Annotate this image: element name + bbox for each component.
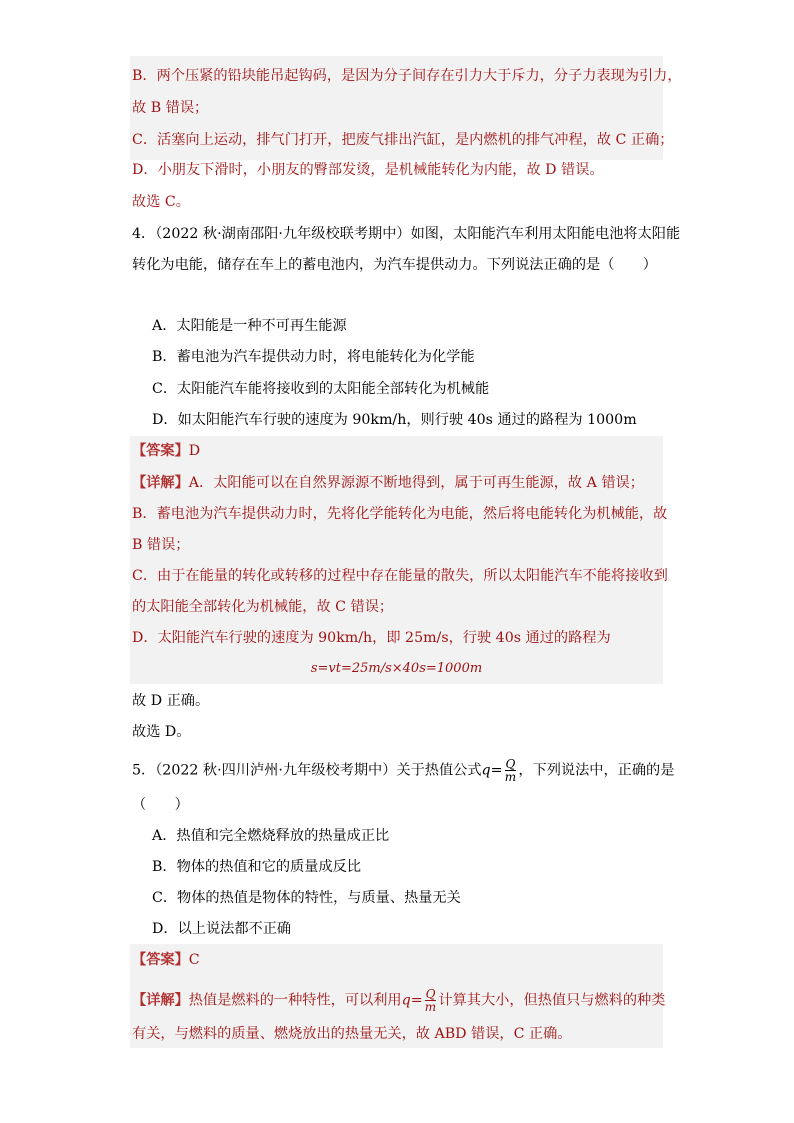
- q4-conclusion: 故选 D。: [132, 724, 191, 740]
- q4-answer-value: D: [188, 443, 201, 459]
- q4-detail-tag: 【详解】: [132, 475, 189, 491]
- q4-stem-line1: 4．（2022 秋·湖南邵阳·九年级校联考期中）如图，太阳能汽车利用太阳能电池将太阳能: [132, 226, 681, 242]
- q5-option-b: B．物体的热值和它的质量成反比: [152, 859, 362, 875]
- q5-answer-tag: 【答案】: [132, 952, 189, 968]
- q5-formula-eq: =: [490, 762, 503, 779]
- q4-detail-c-line1: C．由于在能量的转化或转移的过程中存在能量的散失，所以太阳能汽车不能将接收到: [132, 568, 668, 584]
- q3-explanation-b-line2: 故 B 错误；: [132, 100, 209, 116]
- q4-option-d: D．如太阳能汽车行驶的速度为 90km/h，则行驶 40s 通过的路程为 1000m: [152, 412, 637, 428]
- q5-stem-line1: [132, 758, 674, 783]
- q5-formula-fraction: [505, 758, 517, 783]
- q5-option-c: C．物体的热值是物体的特性，与质量、热量无关: [152, 890, 461, 906]
- q5-fraction-denominator: m: [504, 770, 517, 784]
- q5-detail-formula-q: q: [401, 992, 411, 1009]
- q3-explanation-c: C．活塞向上运动，排气门打开，把废气排出汽缸，是内燃机的排气冲程，故 C 正确；: [132, 132, 674, 148]
- q5-detail-pre: 热值是燃料的一种特性，可以利用: [188, 992, 402, 1009]
- q4-detail-a-text: A．太阳能可以在自然界源源不断地得到，属于可再生能源，故 A 错误；: [188, 475, 644, 491]
- q4-detail-c-line2: 的太阳能全部转化为机械能，故 C 错误；: [132, 599, 394, 615]
- q4-option-a: A．太阳能是一种不可再生能源: [152, 318, 347, 334]
- q5-stem-line2: （ ）: [132, 797, 189, 813]
- q5-detail-fraction-denominator: m: [424, 1000, 437, 1014]
- q5-detail-formula-eq: =: [410, 992, 423, 1009]
- q4-detail-a: [132, 473, 644, 493]
- q4-detail-b-line2: B 错误；: [132, 537, 190, 553]
- q5-fraction-numerator: Q: [505, 757, 516, 771]
- q4-formula: s=vt=25m/s×40s=1000m: [310, 661, 483, 676]
- q5-detail-post: 计算其大小，但热值只与燃料的种类: [438, 992, 666, 1009]
- q5-option-d: D．以上说法都不正确: [152, 921, 292, 937]
- q5-detail-line2: 有关，与燃料的质量、燃烧放出的热量无关，故 ABD 错误，C 正确。: [132, 1026, 572, 1042]
- q5-answer-value: C: [188, 952, 200, 968]
- q4-answer-tag: 【答案】: [132, 443, 189, 459]
- q4-stem-line2: 转化为电能，储存在车上的蓄电池内，为汽车提供动力。下列说法正确的是（ ）: [132, 257, 657, 273]
- q3-explanation-b-line1: B．两个压紧的铅块能吊起钩码，是因为分子间存在引力大于斥力，分子力表现为引力，: [132, 68, 682, 84]
- q5-stem-pre: 5．（2022 秋·四川泸州·九年级校考期中）关于热值公式: [132, 762, 482, 779]
- q5-detail-fraction: [425, 988, 437, 1013]
- q4-option-c: C．太阳能汽车能将接收到的太阳能全部转化为机械能: [152, 381, 490, 397]
- q5-formula-q: q: [481, 762, 491, 779]
- q4-answer: [132, 441, 200, 461]
- q5-detail-tag: 【详解】: [132, 992, 189, 1009]
- q5-detail-fraction-numerator: Q: [425, 987, 436, 1001]
- q4-detail-d: D．太阳能汽车行驶的速度为 90km/h，即 25m/s，行驶 40s 通过的路程为: [132, 630, 611, 646]
- q5-answer: [132, 950, 200, 970]
- q3-explanation-d: D．小朋友下滑时，小朋友的臀部发烫，是机械能转化为内能，故 D 错误。: [132, 162, 604, 178]
- q4-option-b: B．蓄电池为汽车提供动力时，将电能转化为化学能: [152, 349, 475, 365]
- q3-conclusion: 故选 C。: [132, 194, 190, 210]
- q5-option-a: A．热值和完全燃烧释放的热量成正比: [152, 828, 390, 844]
- q4-d-result: 故 D 正确。: [132, 693, 210, 709]
- q4-detail-b-line1: B．蓄电池为汽车提供动力时，先将化学能转化为电能，然后将电能转化为机械能，故: [132, 506, 668, 522]
- q5-stem-post: ，下列说法中，正确的是: [518, 762, 675, 779]
- q5-detail-line1: [132, 988, 665, 1013]
